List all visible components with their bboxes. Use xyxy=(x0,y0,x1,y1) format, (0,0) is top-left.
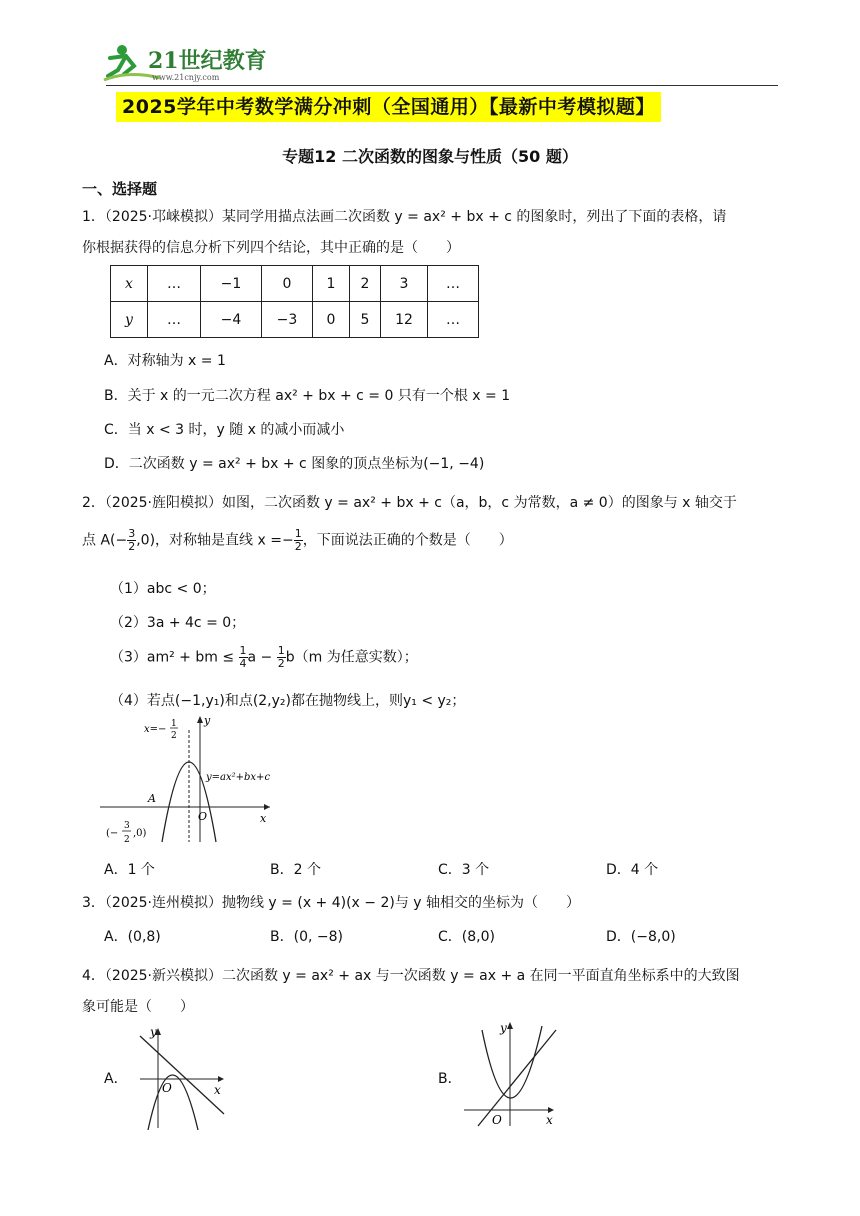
denominator: 2 xyxy=(294,540,302,553)
point-label: (− xyxy=(106,828,119,839)
q1-stem-line2: 你根据获得的信息分析下列四个结论，其中正确的是（ ） xyxy=(82,240,460,256)
q3-option-b: B．(0, −8) xyxy=(270,929,343,945)
parabola-curve xyxy=(482,1026,542,1098)
axis-label-den: 2 xyxy=(171,731,177,741)
table-row xyxy=(111,302,479,338)
q2-text: a − xyxy=(247,649,277,666)
fraction xyxy=(239,645,248,670)
table-row xyxy=(111,266,479,302)
table-cell: … xyxy=(148,302,201,338)
q4-option-a: A． xyxy=(104,1071,128,1087)
q1-option-d: D．二次函数 y = ax² + bx + c 图象的顶点坐标为(−1, −4) xyxy=(104,456,485,472)
q1-option-c: C．当 x < 3 时，y 随 x 的减小而减小 xyxy=(104,422,345,438)
q2-text: ，下面说法正确的个数是（ ） xyxy=(302,532,513,549)
table-cell: 5 xyxy=(350,302,381,338)
q2-statement-4: （4）若点(−1,y₁)和点(2,y₂)都在抛物线上，则y₁ < y₂； xyxy=(110,693,466,709)
q4-option-b: B． xyxy=(438,1071,462,1087)
point-label-num: 3 xyxy=(124,821,130,831)
q4-stem-line2: 象可能是（ ） xyxy=(82,999,194,1015)
q2-option-b: B．2 个 xyxy=(270,862,321,878)
table-cell: 1 xyxy=(313,266,350,302)
table-cell: y xyxy=(111,302,148,338)
fraction xyxy=(127,528,136,553)
q2-option-c: C．3 个 xyxy=(438,862,490,878)
axis-label: x=− xyxy=(144,724,167,735)
y-label: y xyxy=(204,714,211,727)
q2-option-d: D．4 个 xyxy=(606,862,659,878)
point-label-den: 2 xyxy=(124,835,130,845)
table-cell: −1 xyxy=(201,266,262,302)
logo-text: 21世纪教育 xyxy=(148,48,267,74)
numerator: 1 xyxy=(239,644,247,657)
denominator: 2 xyxy=(277,657,285,670)
numerator: 1 xyxy=(294,527,302,540)
fraction xyxy=(277,645,286,670)
site-logo xyxy=(100,40,270,84)
origin-label: O xyxy=(198,810,208,823)
table-cell: 0 xyxy=(262,266,313,302)
axis-label-num: 1 xyxy=(171,719,177,729)
fraction xyxy=(294,528,303,553)
q2-parabola-figure xyxy=(100,712,290,847)
table-cell: 0 xyxy=(313,302,350,338)
x-label: x xyxy=(546,1113,553,1127)
q1-value-table xyxy=(110,265,479,338)
numerator: 3 xyxy=(128,527,136,540)
q2-stem-line2 xyxy=(82,528,513,553)
q3-option-d: D．(−8,0) xyxy=(606,929,676,945)
table-cell: … xyxy=(428,266,479,302)
point-label: ,0) xyxy=(133,828,147,839)
header-rule xyxy=(106,85,778,86)
q2-text: （3）am² + bm ≤ xyxy=(110,649,239,666)
page-subtitle: 专题12 二次函数的图象与性质（50 题） xyxy=(282,147,578,166)
curve-label: y=ax²+bx+c xyxy=(206,772,271,783)
q2-statement-3 xyxy=(110,645,418,670)
q1-option-b: B．关于 x 的一元二次方程 ax² + bx + c = 0 只有一个根 x = 1 xyxy=(104,388,511,404)
denominator: 2 xyxy=(128,540,136,553)
q3-option-c: C．(8,0) xyxy=(438,929,495,945)
q3-stem: 3．（2025·连州模拟）抛物线 y = (x + 4)(x − 2)与 y 轴相交的坐标为（ ） xyxy=(82,895,581,911)
table-cell: −4 xyxy=(201,302,262,338)
q4-graph-b xyxy=(460,1018,570,1130)
q2-stem-line1: 2．（2025·旌阳模拟）如图，二次函数 y = ax² + bx + c（a，b，c 为常数，a ≠ 0）的图象与 x 轴交于 xyxy=(82,495,737,511)
q2-statement-1: （1）abc < 0； xyxy=(110,581,216,597)
numerator: 1 xyxy=(277,644,285,657)
q2-statement-2: （2）3a + 4c = 0； xyxy=(110,615,246,631)
q3-option-a: A．(0,8) xyxy=(104,929,161,945)
q2-option-a: A．1 个 xyxy=(104,862,155,878)
section-heading: 一、选择题 xyxy=(82,180,158,198)
line-graph xyxy=(478,1030,556,1126)
banner-title: 2025学年中考数学满分冲刺（全国通用）【最新中考模拟题】 xyxy=(116,92,661,122)
q2-text: ,0)，对称轴是直线 x =− xyxy=(136,532,294,549)
table-cell: 3 xyxy=(381,266,428,302)
denominator: 4 xyxy=(239,657,247,670)
q2-text: 点 A(− xyxy=(82,532,128,549)
q2-text: b（m 为任意实数）； xyxy=(285,649,418,666)
origin-label: O xyxy=(162,1081,172,1095)
x-label: x xyxy=(214,1083,221,1097)
table-cell: 12 xyxy=(381,302,428,338)
q1-option-a: A．对称轴为 x = 1 xyxy=(104,353,226,369)
logo-url: www.21cnjy.com xyxy=(152,73,220,82)
y-label: y xyxy=(500,1021,507,1035)
line-graph xyxy=(140,1036,224,1114)
q1-stem-line1: 1．（2025·邛崃模拟）某同学用描点法画二次函数 y = ax² + bx + c 的图象时，列出了下面的表格，请 xyxy=(82,209,727,225)
table-cell: −3 xyxy=(262,302,313,338)
table-cell: … xyxy=(428,302,479,338)
table-cell: … xyxy=(148,266,201,302)
q4-stem-line1: 4．（2025·新兴模拟）二次函数 y = ax² + ax 与一次函数 y = ax + a 在同一平面直角坐标系中的大致图 xyxy=(82,968,740,984)
table-cell: 2 xyxy=(350,266,381,302)
point-a-label: A xyxy=(148,792,156,805)
origin-label: O xyxy=(492,1113,502,1127)
q4-graph-a xyxy=(130,1022,240,1130)
y-label: y xyxy=(150,1025,157,1039)
table-cell: x xyxy=(111,266,148,302)
x-label: x xyxy=(260,812,267,825)
